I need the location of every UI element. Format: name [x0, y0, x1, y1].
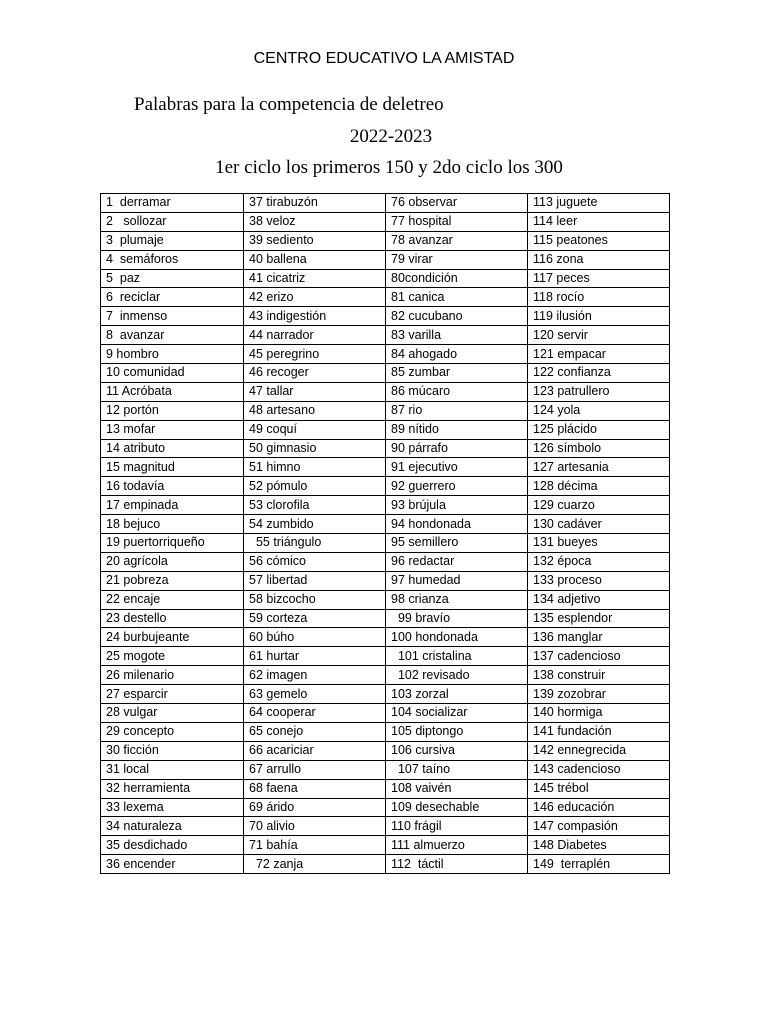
word-cell: 23 destello	[101, 609, 244, 628]
table-row	[101, 364, 670, 383]
word-cell: 10 comunidad	[101, 364, 244, 383]
word-cell: 102 revisado	[386, 666, 528, 685]
word-cell: 80condición	[386, 269, 528, 288]
word-cell: 92 guerrero	[386, 477, 528, 496]
word-cell: 109 desechable	[386, 798, 528, 817]
word-cell: 121 empacar	[528, 345, 670, 364]
word-cell: 54 zumbido	[244, 515, 386, 534]
table-row	[101, 836, 670, 855]
word-cell: 95 semillero	[386, 534, 528, 553]
word-cell: 29 concepto	[101, 722, 244, 741]
word-cell: 111 almuerzo	[386, 836, 528, 855]
word-cell: 6 reciclar	[101, 288, 244, 307]
word-cell: 68 faena	[244, 779, 386, 798]
word-cell: 49 coquí	[244, 420, 386, 439]
word-cell: 89 nítido	[386, 420, 528, 439]
word-cell: 86 múcaro	[386, 382, 528, 401]
table-row	[101, 534, 670, 553]
table-row	[101, 609, 670, 628]
table-row	[101, 704, 670, 723]
word-cell: 14 atributo	[101, 439, 244, 458]
word-cell: 141 fundación	[528, 722, 670, 741]
word-cell: 40 ballena	[244, 250, 386, 269]
word-cell: 118 rocío	[528, 288, 670, 307]
word-table-body	[101, 194, 670, 874]
table-row	[101, 855, 670, 874]
word-cell: 39 sediento	[244, 231, 386, 250]
table-row	[101, 194, 670, 213]
word-cell: 42 erizo	[244, 288, 386, 307]
word-cell: 139 zozobrar	[528, 685, 670, 704]
word-cell: 26 milenario	[101, 666, 244, 685]
word-cell: 33 lexema	[101, 798, 244, 817]
word-cell: 145 trébol	[528, 779, 670, 798]
word-cell: 7 inmenso	[101, 307, 244, 326]
word-cell: 115 peatones	[528, 231, 670, 250]
word-cell: 123 patrullero	[528, 382, 670, 401]
word-cell: 101 cristalina	[386, 647, 528, 666]
table-row	[101, 552, 670, 571]
word-cell: 9 hombro	[101, 345, 244, 364]
word-cell: 126 símbolo	[528, 439, 670, 458]
word-cell: 50 gimnasio	[244, 439, 386, 458]
word-cell: 48 artesano	[244, 401, 386, 420]
word-cell: 43 indigestión	[244, 307, 386, 326]
table-row	[101, 458, 670, 477]
word-cell: 119 ilusión	[528, 307, 670, 326]
word-cell: 41 cicatriz	[244, 269, 386, 288]
document-subtitle: Palabras para la competencia de deletreo	[134, 94, 444, 115]
word-cell: 67 arrullo	[244, 760, 386, 779]
word-cell: 70 alivio	[244, 817, 386, 836]
word-cell: 56 cómico	[244, 552, 386, 571]
table-row	[101, 250, 670, 269]
table-row	[101, 571, 670, 590]
word-cell: 100 hondonada	[386, 628, 528, 647]
word-cell: 113 juguete	[528, 194, 670, 213]
word-cell: 77 hospital	[386, 212, 528, 231]
word-cell: 78 avanzar	[386, 231, 528, 250]
word-cell: 148 Diabetes	[528, 836, 670, 855]
table-row	[101, 401, 670, 420]
word-cell: 124 yola	[528, 401, 670, 420]
word-cell: 117 peces	[528, 269, 670, 288]
table-row	[101, 288, 670, 307]
word-cell: 137 cadencioso	[528, 647, 670, 666]
word-cell: 36 encender	[101, 855, 244, 874]
word-cell: 63 gemelo	[244, 685, 386, 704]
table-row	[101, 382, 670, 401]
word-cell: 116 zona	[528, 250, 670, 269]
word-cell: 84 ahogado	[386, 345, 528, 364]
spelling-word-table	[100, 193, 670, 874]
word-cell: 17 empinada	[101, 496, 244, 515]
word-cell: 44 narrador	[244, 326, 386, 345]
word-cell: 127 artesania	[528, 458, 670, 477]
table-row	[101, 722, 670, 741]
word-cell: 55 triángulo	[244, 534, 386, 553]
word-cell: 45 peregrino	[244, 345, 386, 364]
word-cell: 34 naturaleza	[101, 817, 244, 836]
word-cell: 146 educación	[528, 798, 670, 817]
word-cell: 140 hormiga	[528, 704, 670, 723]
word-cell: 76 observar	[386, 194, 528, 213]
word-cell: 12 portón	[101, 401, 244, 420]
word-cell: 37 tirabuzón	[244, 194, 386, 213]
word-cell: 72 zanja	[244, 855, 386, 874]
table-row	[101, 515, 670, 534]
word-cell: 132 época	[528, 552, 670, 571]
table-row	[101, 307, 670, 326]
table-row	[101, 741, 670, 760]
word-cell: 122 confianza	[528, 364, 670, 383]
word-cell: 142 ennegrecida	[528, 741, 670, 760]
word-cell: 105 diptongo	[386, 722, 528, 741]
word-cell: 66 acariciar	[244, 741, 386, 760]
word-cell: 47 tallar	[244, 382, 386, 401]
word-cell: 129 cuarzo	[528, 496, 670, 515]
word-cell: 87 rio	[386, 401, 528, 420]
word-cell: 24 burbujeante	[101, 628, 244, 647]
word-cell: 112 táctil	[386, 855, 528, 874]
word-cell: 97 humedad	[386, 571, 528, 590]
table-row	[101, 647, 670, 666]
table-row	[101, 345, 670, 364]
word-cell: 120 servir	[528, 326, 670, 345]
word-cell: 57 libertad	[244, 571, 386, 590]
word-cell: 58 bizcocho	[244, 590, 386, 609]
table-row	[101, 496, 670, 515]
word-cell: 16 todavía	[101, 477, 244, 496]
word-cell: 60 búho	[244, 628, 386, 647]
word-cell: 128 décima	[528, 477, 670, 496]
word-cell: 31 local	[101, 760, 244, 779]
school-name: CENTRO EDUCATIVO LA AMISTAD	[253, 50, 515, 67]
table-row	[101, 760, 670, 779]
word-cell: 93 brújula	[386, 496, 528, 515]
cycle-description: 1er ciclo los primeros 150 y 2do ciclo los 300	[215, 157, 563, 178]
word-cell: 103 zorzal	[386, 685, 528, 704]
word-cell: 94 hondonada	[386, 515, 528, 534]
word-cell: 51 himno	[244, 458, 386, 477]
word-cell: 91 ejecutivo	[386, 458, 528, 477]
word-cell: 21 pobreza	[101, 571, 244, 590]
word-cell: 133 proceso	[528, 571, 670, 590]
word-cell: 20 agrícola	[101, 552, 244, 571]
word-cell: 13 mofar	[101, 420, 244, 439]
word-cell: 62 imagen	[244, 666, 386, 685]
word-cell: 149 terraplén	[528, 855, 670, 874]
word-cell: 114 leer	[528, 212, 670, 231]
table-row	[101, 269, 670, 288]
word-cell: 46 recoger	[244, 364, 386, 383]
table-row	[101, 628, 670, 647]
word-cell: 11 Acróbata	[101, 382, 244, 401]
table-row	[101, 590, 670, 609]
table-row	[101, 212, 670, 231]
school-year: 2022-2023	[349, 126, 433, 147]
word-cell: 4 semáforos	[101, 250, 244, 269]
word-cell: 136 manglar	[528, 628, 670, 647]
word-cell: 85 zumbar	[386, 364, 528, 383]
word-cell: 30 ficción	[101, 741, 244, 760]
word-cell: 81 canica	[386, 288, 528, 307]
table-row	[101, 779, 670, 798]
table-row	[101, 326, 670, 345]
word-cell: 53 clorofila	[244, 496, 386, 515]
word-cell: 15 magnitud	[101, 458, 244, 477]
word-cell: 134 adjetivo	[528, 590, 670, 609]
word-cell: 90 párrafo	[386, 439, 528, 458]
table-row	[101, 420, 670, 439]
word-cell: 2 sollozar	[101, 212, 244, 231]
word-cell: 83 varilla	[386, 326, 528, 345]
word-cell: 131 bueyes	[528, 534, 670, 553]
word-cell: 8 avanzar	[101, 326, 244, 345]
word-cell: 5 paz	[101, 269, 244, 288]
word-cell: 59 corteza	[244, 609, 386, 628]
word-cell: 27 esparcir	[101, 685, 244, 704]
table-row	[101, 798, 670, 817]
word-cell: 71 bahía	[244, 836, 386, 855]
word-cell: 64 cooperar	[244, 704, 386, 723]
table-row	[101, 231, 670, 250]
word-cell: 1 derramar	[101, 194, 244, 213]
word-cell: 22 encaje	[101, 590, 244, 609]
word-cell: 130 cadáver	[528, 515, 670, 534]
word-cell: 110 frágil	[386, 817, 528, 836]
word-cell: 38 veloz	[244, 212, 386, 231]
word-cell: 3 plumaje	[101, 231, 244, 250]
table-row	[101, 666, 670, 685]
table-row	[101, 439, 670, 458]
word-cell: 125 plácido	[528, 420, 670, 439]
word-cell: 19 puertorriqueño	[101, 534, 244, 553]
word-cell: 99 bravío	[386, 609, 528, 628]
word-cell: 108 vaivén	[386, 779, 528, 798]
word-cell: 107 taíno	[386, 760, 528, 779]
word-cell: 35 desdichado	[101, 836, 244, 855]
word-cell: 52 pómulo	[244, 477, 386, 496]
word-cell: 106 cursiva	[386, 741, 528, 760]
word-cell: 135 esplendor	[528, 609, 670, 628]
word-cell: 98 crianza	[386, 590, 528, 609]
word-cell: 61 hurtar	[244, 647, 386, 666]
word-cell: 82 cucubano	[386, 307, 528, 326]
table-row	[101, 817, 670, 836]
word-cell: 96 redactar	[386, 552, 528, 571]
word-cell: 28 vulgar	[101, 704, 244, 723]
table-row	[101, 685, 670, 704]
word-cell: 138 construir	[528, 666, 670, 685]
word-cell: 65 conejo	[244, 722, 386, 741]
word-cell: 18 bejuco	[101, 515, 244, 534]
word-cell: 104 socializar	[386, 704, 528, 723]
word-cell: 25 mogote	[101, 647, 244, 666]
word-cell: 143 cadencioso	[528, 760, 670, 779]
word-cell: 79 virar	[386, 250, 528, 269]
word-cell: 147 compasión	[528, 817, 670, 836]
word-cell: 69 árido	[244, 798, 386, 817]
word-cell: 32 herramienta	[101, 779, 244, 798]
table-row	[101, 477, 670, 496]
